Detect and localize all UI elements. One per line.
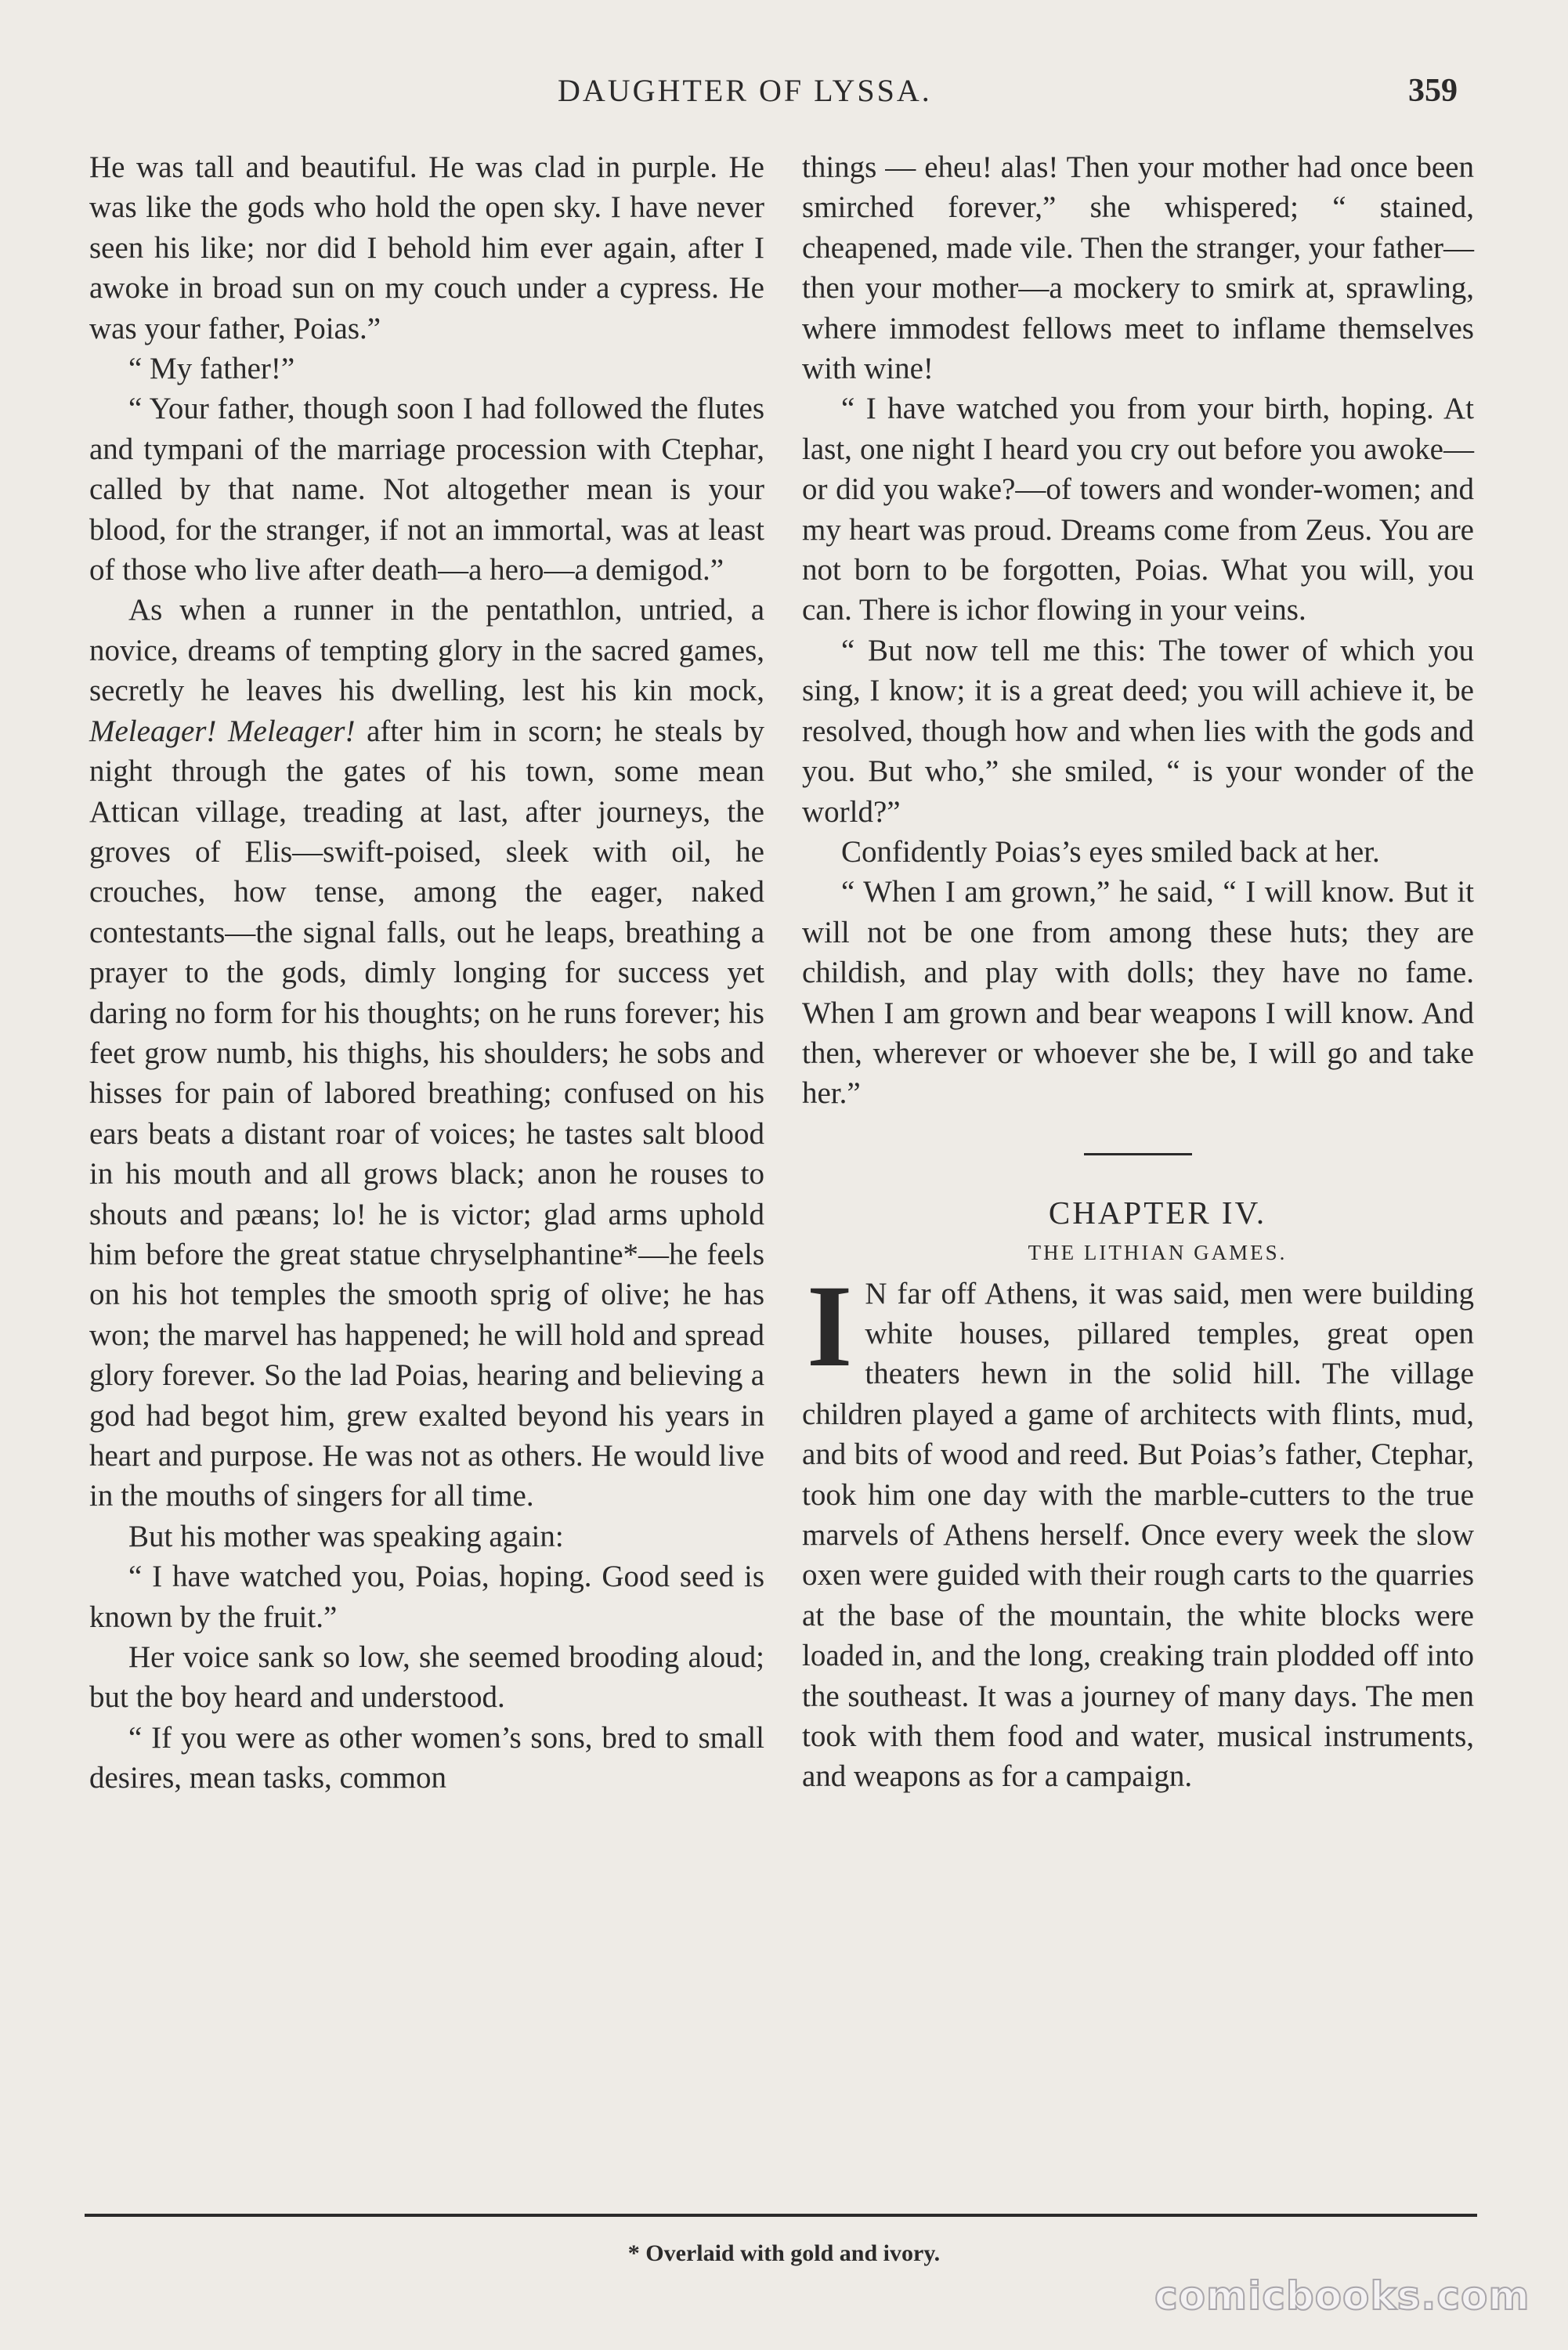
paragraph: “ Your father, though soon I had followed the flutes and tympani of the marriage procession with Ctephar, called by that name. Not altogether mean is your blood, for the stranger, if not an immortal, was at least of those who live after death—a hero—a demigod.”: [89, 392, 764, 588]
left-column: [89, 147, 764, 1799]
chapter-subtitle: THE LITHIAN GAMES.: [1028, 1241, 1288, 1265]
running-title: DAUGHTER OF LYSSA.: [558, 73, 932, 108]
footnote: * Overlaid with gold and ivory.: [627, 2240, 941, 2266]
drop-cap: I: [807, 1260, 853, 1391]
paragraph-text: after him in scorn; he steals by night through the gates of his town, some mean Attican village, treading at last, after journeys, the groves of Elis—swift-poised, sleek with oil, he crouches, how tense, among the eager, naked contestants—the signal falls, out he leaps, breathing a prayer to the gods, dimly longing for success yet daring no form for his thoughts; on he runs forever; his feet grow numb, his thighs, his shoulders; he sobs and hisses for pain of labored breathing; confused on his ears beats a distant roar of voices; he tastes salt blood in his mouth and all grows black; anon he rouses to shouts and pæans; lo! he is victor; glad arms uphold him before the great statue chryselphantine*—he feels on his hot temples the smooth sprig of olive; he has won; the marvel has happened; he will hold and spread glory forever. So the lad Poias, hearing and believing a god had begot him, grew exalted beyond his years in heart and purpose. He was not as others. He would live in the mouths of singers for all time.: [89, 714, 765, 1513]
footnote-rule: [85, 2214, 1477, 2217]
paragraph: “ My father!”: [128, 352, 295, 386]
paragraph: But his mother was speaking again:: [128, 1519, 564, 1553]
paragraph: [89, 590, 764, 1516]
paragraph: “ I have watched you, Poias, hoping. Good seed is known by the fruit.”: [89, 1560, 764, 1634]
chapter-title: CHAPTER IV.: [1048, 1194, 1267, 1231]
paragraph-text: N far off Athens, it was said, men were building white houses, pillared temples, great open theaters hewn in the solid hill. The village children played a game of architects with flints, mud, and bits of wood and reed. But Poias’s father, Ctephar, took him one day with the marble-cutters to the true marvels of Athens herself. Once every week the slow oxen were guided with their rough carts to the quarries at the base of the mountain, the white blocks were loaded in, and the long, creaking train plodded off into the southeast. It was a journey of many days. The men took with them food and water, musical instruments, and weapons as for a campaign.: [802, 1276, 1474, 1794]
paragraph: “ I have watched you from your birth, hoping. At last, one night I heard you cry out before you awoke—or did you wake?—of towers and wonder-women; and my heart was proud. Dreams come from Zeus. You are not born to be forgotten, Poias. What you will, you can. There is ichor flowing in your veins.: [802, 392, 1474, 627]
paragraph: Her voice sank so low, she seemed brooding aloud; but the boy heard and understood.: [89, 1640, 764, 1715]
watermark: comicbooks.com: [1154, 2273, 1530, 2319]
paragraph: things — eheu! alas! Then your mother had once been smirched forever,” she whispered; “ stained, cheapened, made vile. Then the stranger, your father—then your mother—a mockery to smirk at, sprawling, where immodest fellows meet to inflame themselves with wine!: [802, 150, 1474, 386]
paragraph: Confidently Poias’s eyes smiled back at her.: [841, 834, 1380, 869]
paragraph: He was tall and beautiful. He was clad in purple. He was like the gods who hold the open sky. I have never seen his like; nor did I behold him ever again, after I awoke in broad sun on my couch under a cypress. He was your father, Poias.”: [89, 150, 764, 345]
right-column: [802, 147, 1474, 1797]
page-number: 359: [1408, 73, 1458, 109]
paragraph: “ When I am grown,” he said, “ I will know. But it will not be one from among these huts; they are childish, and play with dolls; they have no fame. When I am grown and bear weapons I will know. And then, wherever or whoever she be, I will go and take her.”: [802, 875, 1474, 1111]
section-divider: [1084, 1153, 1192, 1155]
paragraph: “ If you were as other women’s sons, bred to small desires, mean tasks, common: [89, 1720, 764, 1795]
paragraph-text: As when a runner in the pentathlon, untried, a novice, dreams of tempting glory in the sacred games, secretly he leaves his dwelling, lest his kin mock,: [89, 593, 764, 708]
paragraph: “ But now tell me this: The tower of which you sing, I know; it is a great deed; you will achieve it, be resolved, though how and when lies with the gods and you. But who,” she smiled, “ is your wonder of the world?”: [802, 633, 1474, 829]
paragraph: [802, 1260, 1474, 1797]
italic-text: Meleager! Meleager!: [89, 714, 356, 748]
